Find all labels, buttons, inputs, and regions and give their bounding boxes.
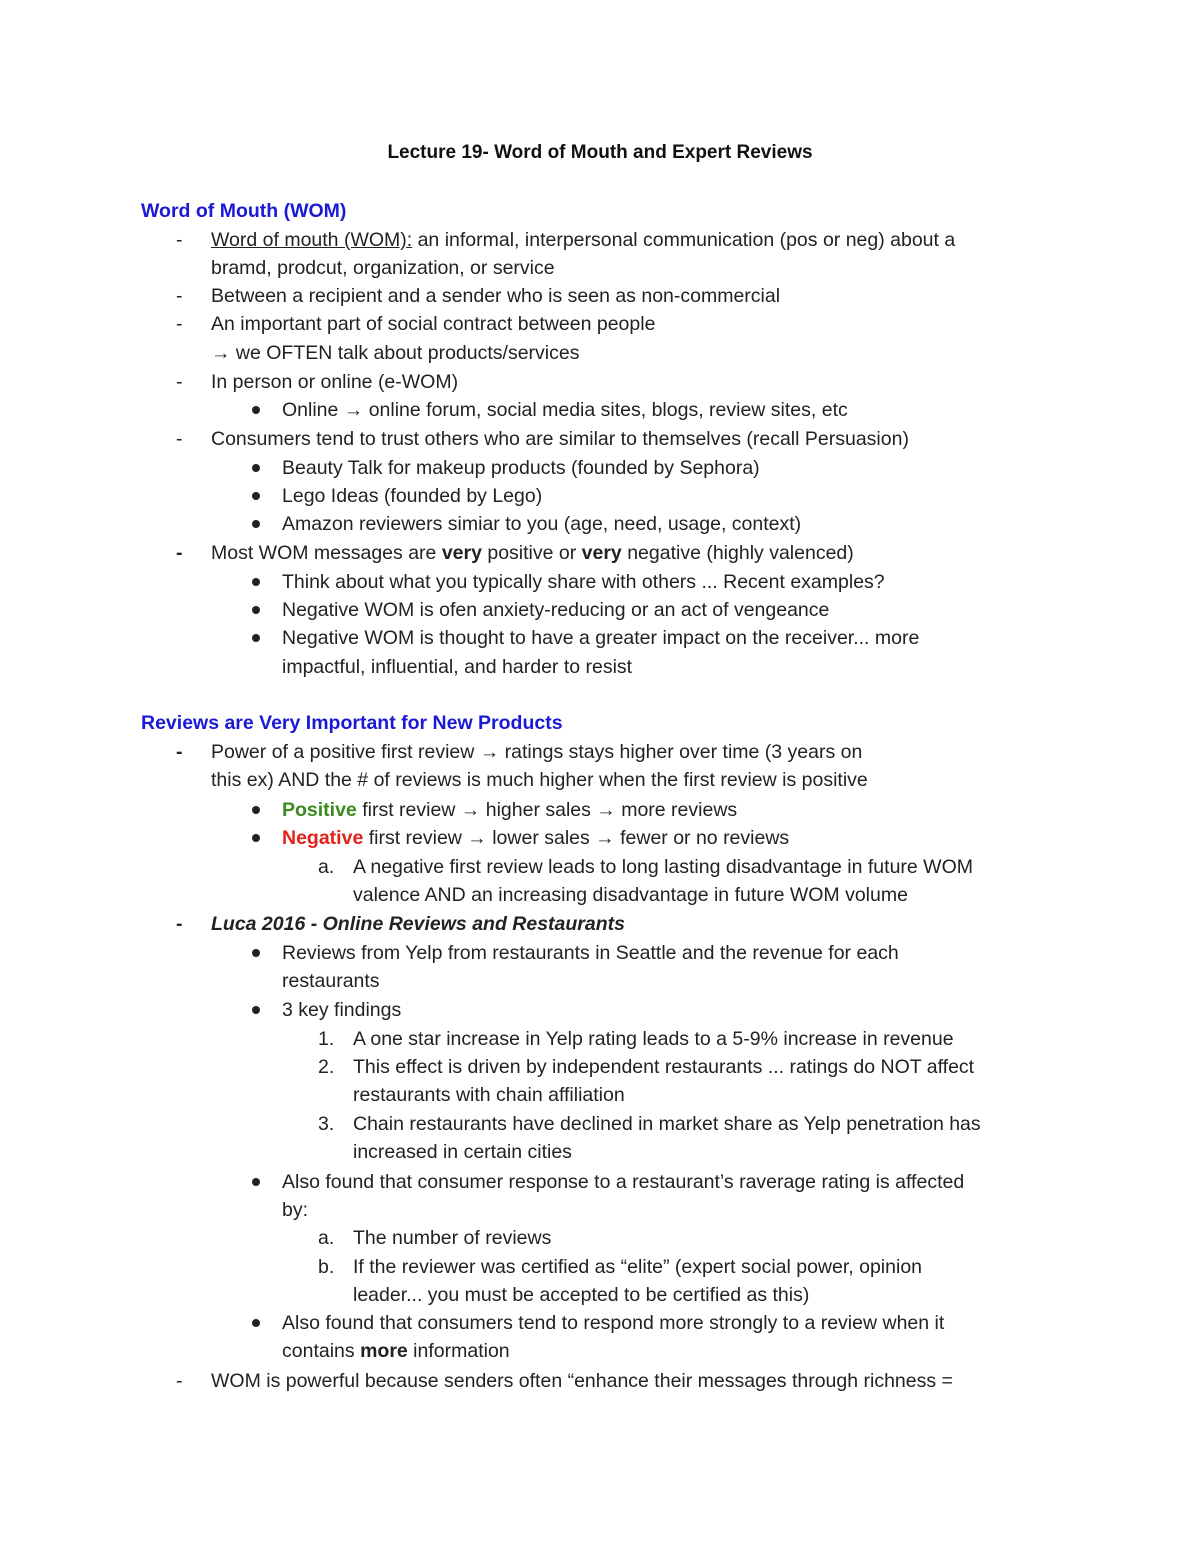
bullet-dot (252, 949, 260, 957)
bullet-dot (252, 406, 260, 414)
numbered-continuation: increased in certain cities (353, 1141, 572, 1163)
sub-sub-item: A negative first review leads to long lasting disadvantage in future WOM (353, 856, 973, 878)
dash-marker: - (176, 313, 183, 335)
sub-bullet-item: Think about what you typically share with others ... Recent examples? (282, 571, 885, 593)
study-heading-luca: Luca 2016 - Online Reviews and Restaurants (211, 913, 625, 935)
bullet-wom-definition: Word of mouth (WOM): an informal, interpersonal communication (pos or neg) about a (211, 229, 956, 251)
dash-marker: - (176, 285, 183, 307)
bullet-item: An important part of social contract between people (211, 313, 656, 335)
document-title: Lecture 19- Word of Mouth and Expert Reviews (387, 142, 813, 163)
dash-marker: - (176, 741, 183, 763)
dash-marker: - (176, 229, 183, 251)
bullet-dot (252, 520, 260, 528)
dash-marker: - (176, 371, 183, 393)
bullet-dot (252, 464, 260, 472)
sub-bullet-item: Reviews from Yelp from restaurants in Seattle and the revenue for each (282, 942, 899, 964)
sub-bullet-item: Beauty Talk for makeup products (founded by Sephora) (282, 457, 760, 479)
sub-bullet-item: Positive first review → higher sales → more reviews (282, 799, 738, 821)
bullet-item: Consumers tend to trust others who are similar to themselves (recall Persuasion) (211, 428, 909, 450)
emphasis-very: very (581, 542, 622, 564)
bullet-continuation: this ex) AND the # of reviews is much higher when the first review is positive (211, 769, 868, 791)
bullet-continuation: bramd, prodcut, organization, or service (211, 257, 555, 279)
bullet-continuation: → we OFTEN talk about products/services (211, 342, 580, 364)
term-wom: Word of mouth (WOM): (211, 229, 413, 251)
bullet-dot (252, 634, 260, 642)
bullet-dot (252, 578, 260, 586)
sub-sub-continuation: valence AND an increasing disadvantage in future WOM volume (353, 884, 908, 906)
letter-marker: b. (318, 1256, 335, 1278)
sub-bullet-item: Negative WOM is thought to have a greater impact on the receiver... more (282, 627, 920, 649)
bullet-dot (252, 834, 260, 842)
sub-sub-continuation: leader... you must be accepted to be certified as this) (353, 1284, 810, 1306)
bullet-item: Between a recipient and a sender who is seen as non-commercial (211, 285, 781, 307)
number-marker: 3. (318, 1113, 335, 1135)
sub-bullet-item: Also found that consumers tend to respond more strongly to a review when it (282, 1312, 945, 1334)
bullet-dot (252, 1006, 260, 1014)
positive-label: Positive (282, 799, 357, 821)
dash-marker: - (176, 913, 183, 935)
sub-bullet-item: Online → online forum, social media sites, blogs, review sites, etc (282, 399, 848, 421)
dash-marker: - (176, 428, 183, 450)
bullet-item: WOM is powerful because senders often “enhance their messages through richness = (211, 1370, 953, 1392)
sub-bullet-item: Amazon reviewers simiar to you (age, need, usage, context) (282, 513, 802, 535)
bullet-item: In person or online (e-WOM) (211, 371, 459, 393)
sub-sub-item: If the reviewer was certified as “elite” (expert social power, opinion (353, 1256, 923, 1278)
section-heading-reviews: Reviews are Very Important for New Products (141, 712, 563, 734)
sub-bullet-continuation: contains more information (282, 1340, 510, 1362)
dash-marker: - (176, 1370, 183, 1392)
bullet-dot (252, 606, 260, 614)
number-marker: 1. (318, 1028, 335, 1050)
emphasis-very: very (441, 542, 482, 564)
negative-label: Negative (282, 827, 364, 849)
dash-marker: - (176, 542, 183, 564)
letter-marker: a. (318, 1227, 335, 1249)
bullet-dot (252, 1178, 260, 1186)
sub-bullet-item: 3 key findings (282, 999, 402, 1021)
sub-sub-item: The number of reviews (353, 1227, 552, 1249)
emphasis-more: more (360, 1340, 408, 1362)
sub-bullet-item: Lego Ideas (founded by Lego) (282, 485, 543, 507)
number-marker: 2. (318, 1056, 335, 1078)
sub-bullet-continuation: restaurants (282, 970, 380, 992)
numbered-item: Chain restaurants have declined in market share as Yelp penetration has (353, 1113, 981, 1135)
section-heading-wom: Word of Mouth (WOM) (141, 200, 347, 222)
numbered-item: This effect is driven by independent restaurants ... ratings do NOT affect (353, 1056, 975, 1078)
numbered-item: A one star increase in Yelp rating leads to a 5-9% increase in revenue (353, 1028, 954, 1050)
numbered-continuation: restaurants with chain affiliation (353, 1084, 625, 1106)
bullet-dot (252, 1319, 260, 1327)
sub-bullet-continuation: by: (282, 1199, 309, 1221)
letter-marker: a. (318, 856, 335, 878)
bullet-dot (252, 492, 260, 500)
sub-bullet-item: Negative first review → lower sales → fewer or no reviews (282, 827, 790, 849)
bullet-dot (252, 806, 260, 814)
bullet-item: Most WOM messages are very positive or very negative (highly valenced) (211, 542, 854, 564)
sub-bullet-item: Also found that consumer response to a restaurant’s raverage rating is affected (282, 1171, 965, 1193)
bullet-item: Power of a positive first review → ratings stays higher over time (3 years on (211, 741, 863, 763)
sub-bullet-item: Negative WOM is ofen anxiety-reducing or an act of vengeance (282, 599, 830, 621)
sub-bullet-continuation: impactful, influential, and harder to resist (282, 656, 633, 678)
